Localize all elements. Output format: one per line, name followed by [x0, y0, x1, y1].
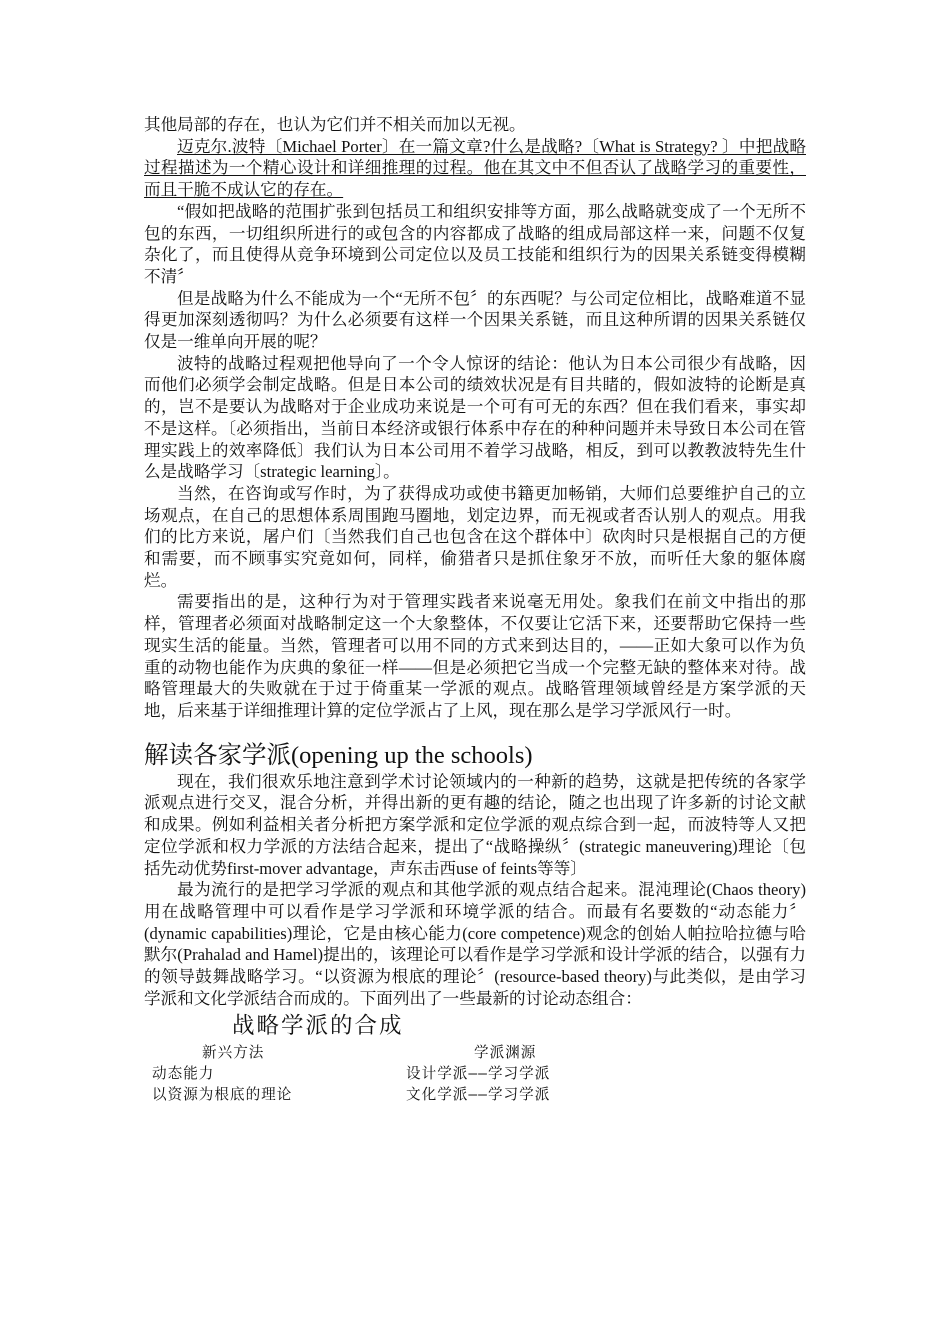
- row-method: 动态能力: [152, 1065, 215, 1083]
- combo-table-title: 战略学派的合成: [232, 1013, 404, 1040]
- document-page: [144, 114, 806, 1113]
- row-origin: 文化学派——学习学派: [406, 1086, 551, 1104]
- paragraph-intro: 其他局部的存在，也认为它们并不相关而加以无视。: [144, 115, 526, 134]
- row-method: 以资源为根底的理论: [152, 1086, 293, 1104]
- paragraph-question: 但是战略为什么不能成为一个“无所不包〞的东西呢？与公司定位相比，战略难道不显得更加深刻透彻吗？为什么必须要有这样一个因果关系链，而且这种所谓的因果关系链仅仅是一维单向开展的呢？: [144, 288, 806, 352]
- header-method: 新兴方法: [202, 1044, 265, 1062]
- table-row: [144, 1085, 806, 1106]
- table-row: [144, 1064, 806, 1085]
- paragraph-new-trend: 现在，我们很欢乐地注意到学术讨论领域内的一种新的趋势，这就是把传统的各家学派观点进行交叉，混合分析，并得出新的更有趣的结论，随之也出现了许多新的讨论文献和成果。例如利益相关者分析把方案学派和定位学派的观点综合到一起，而波特等人又把定位学派和权力学派的方法结合起来，提出了“战略操纵〞(strategic maneuvering)理论〔包括先动优势first-mover advantage，声东击西use of feints等等〕: [144, 771, 806, 878]
- paragraph-porter-article: 迈克尔.波特〔Michael Porter〕在一篇文章?什么是战略?〔What is Strategy? 〕中把战略过程描述为一个精心设计和详细推理的过程。他在其文中不但否认了战略学习的重要性，而且干脆不成认它的存在。: [144, 136, 806, 200]
- paragraph-porter-quote: “假如把战略的范围扩张到包括员工和组织安排等方面，那么战略就变成了一个无所不包的东西，一切组织所进行的或包含的内容都成了战略的组成局部这样一来，问题不仅复杂化了，而且使得从竞争环境到公司定位以及员工技能和组织行为的因果关系链变得模糊不清〞: [144, 201, 806, 286]
- row-origin: 设计学派——学习学派: [406, 1065, 551, 1083]
- section-heading: 解读各家学派(opening up the schools): [144, 741, 533, 769]
- paragraph-masters: 当然，在咨询或写作时，为了获得成功或使书籍更加畅销，大师们总要维护自己的立场观点，在自己的思想体系周围跑马圈地，划定边界，而无视或者否认别人的观点。用我们的比方来说，屠户们〔当然我们自己也包含在这个群体中〕砍肉时只是根据自己的方便和需要，而不顾事实究竟如何，同样，偷猎者只是抓住象牙不放，而听任大象的躯体腐烂。: [144, 483, 806, 590]
- header-origin: 学派渊源: [474, 1044, 537, 1062]
- combo-table: [144, 1043, 806, 1113]
- combo-table-header: [144, 1043, 806, 1064]
- paragraph-japan: 波特的战略过程观把他导向了一个令人惊讶的结论：他认为日本公司很少有战略，因而他们必须学会制定战略。但是日本公司的绩效状况是有目共睹的，假如波特的论断是真的，岂不是要认为战略对于企业成功来说是一个可有可无的东西？但在我们看来，事实却不是这样。〔必须指出，当前日本经济或银行体系中存在的种种问题并未导致日本公司在管理实践上的效率降低〕我们认为日本公司用不着学习战略，相反，到可以教教波特先生什么是战略学习〔strategic learning〕。: [144, 353, 806, 482]
- paragraph-learning-combos: 最为流行的是把学习学派的观点和其他学派的观点结合起来。混沌理论(Chaos theory)用在战略管理中可以看作是学习学派和环境学派的结合。而最有名要数的“动态能力〞(dynamic capabilities)理论，它是由核心能力(core competence)观念的创始人帕拉哈拉德与哈默尔(Prahalad and Hamel)提出的，该理论可以看作是学习学派和设计学派的结合，以强有力的领导鼓舞战略学习。“以资源为根底的理论〞(resource-based theory)与此类似，是由学习学派和文化学派结合而成的。下面列出了一些最新的讨论动态组合：: [144, 880, 806, 1008]
- paragraph-elephant: 需要指出的是，这种行为对于管理实践者来说毫无用处。象我们在前文中指出的那样，管理者必须面对战略制定这一个大象整体，不仅要让它活下来，还要帮助它保持一些现实生活的能量。当然，管理者可以用不同的方式来到达目的，——正如大象可以作为负重的动物也能作为庆典的象征一样——但是必须把它当成一个完整无缺的整体来对待。战略管理最大的失败就在于过于倚重某一学派的观点。战略管理领域曾经是方案学派的天地，后来基于详细推理计算的定位学派占了上风，现在那么是学习学派风行一时。: [144, 592, 806, 720]
